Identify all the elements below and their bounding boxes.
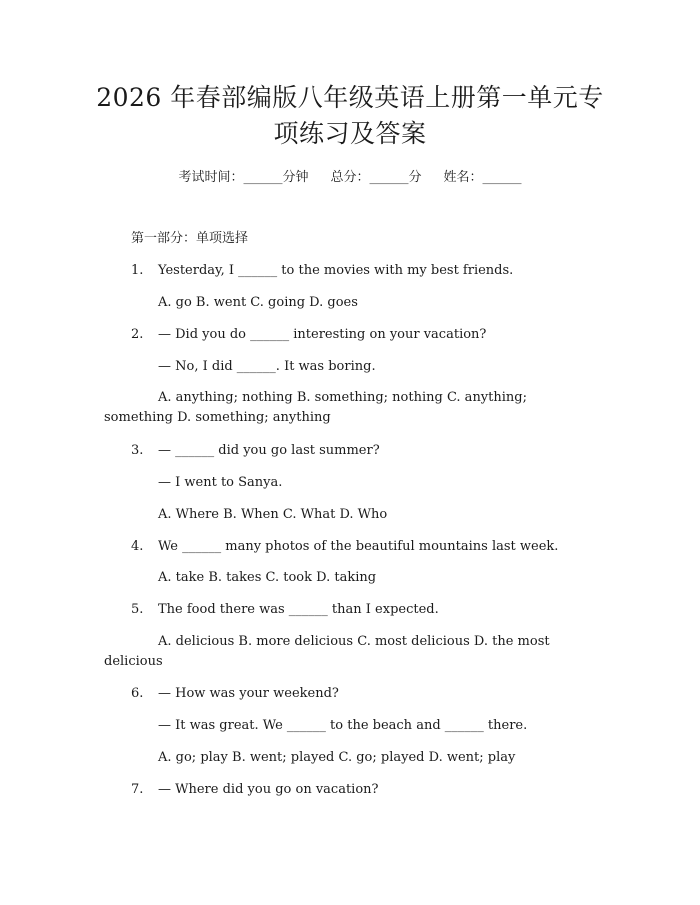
question-text: — It was great. We ______ to the beach and ______ there. xyxy=(158,718,528,733)
question-options: A. take B. takes C. took D. taking xyxy=(158,570,377,585)
document-title-line-2: 项练习及答案 xyxy=(273,119,427,148)
total-score-field: 总分：______分 xyxy=(330,170,422,185)
question-options: A. anything; nothing B. something; nothing C. anything; xyxy=(158,390,527,405)
question-number: 4. xyxy=(131,539,144,554)
question-text: — No, I did ______. It was boring. xyxy=(158,359,376,374)
question-text: — Did you do ______ interesting on your vacation? xyxy=(158,327,487,342)
question-options: A. go B. went C. going D. goes xyxy=(158,295,358,310)
question-text: We ______ many photos of the beautiful mountains last week. xyxy=(158,539,559,554)
question-text: — I went to Sanya. xyxy=(158,475,283,490)
question-number: 6. xyxy=(131,686,144,701)
question-text: — Where did you go on vacation? xyxy=(158,782,379,797)
question-number: 2. xyxy=(131,327,144,342)
question-options-continued: delicious xyxy=(104,654,163,669)
question-options: A. Where B. When C. What D. Who xyxy=(158,507,388,522)
question-options-continued: something D. something; anything xyxy=(104,410,331,425)
document-title-line-1: 2026 年春部编版八年级英语上册第一单元专 xyxy=(96,83,604,112)
question-number: 5. xyxy=(131,602,144,617)
student-name-field: 姓名：______ xyxy=(443,170,522,185)
question-number: 3. xyxy=(131,443,144,458)
section-heading: 第一部分：单项选择 xyxy=(131,231,249,246)
question-text: — How was your weekend? xyxy=(158,686,339,701)
question-number: 7. xyxy=(131,782,144,797)
exam-time-field: 考试时间：______分钟 xyxy=(178,170,309,185)
exam-info-row xyxy=(0,168,700,188)
question-text: — ______ did you go last summer? xyxy=(158,443,380,458)
question-text: The food there was ______ than I expected. xyxy=(158,602,439,617)
question-options: A. delicious B. more delicious C. most delicious D. the most xyxy=(158,634,550,649)
question-number: 1. xyxy=(131,263,144,278)
question-text: Yesterday, I ______ to the movies with my best friends. xyxy=(158,263,514,278)
question-options: A. go; play B. went; played C. go; played D. went; play xyxy=(158,750,516,765)
